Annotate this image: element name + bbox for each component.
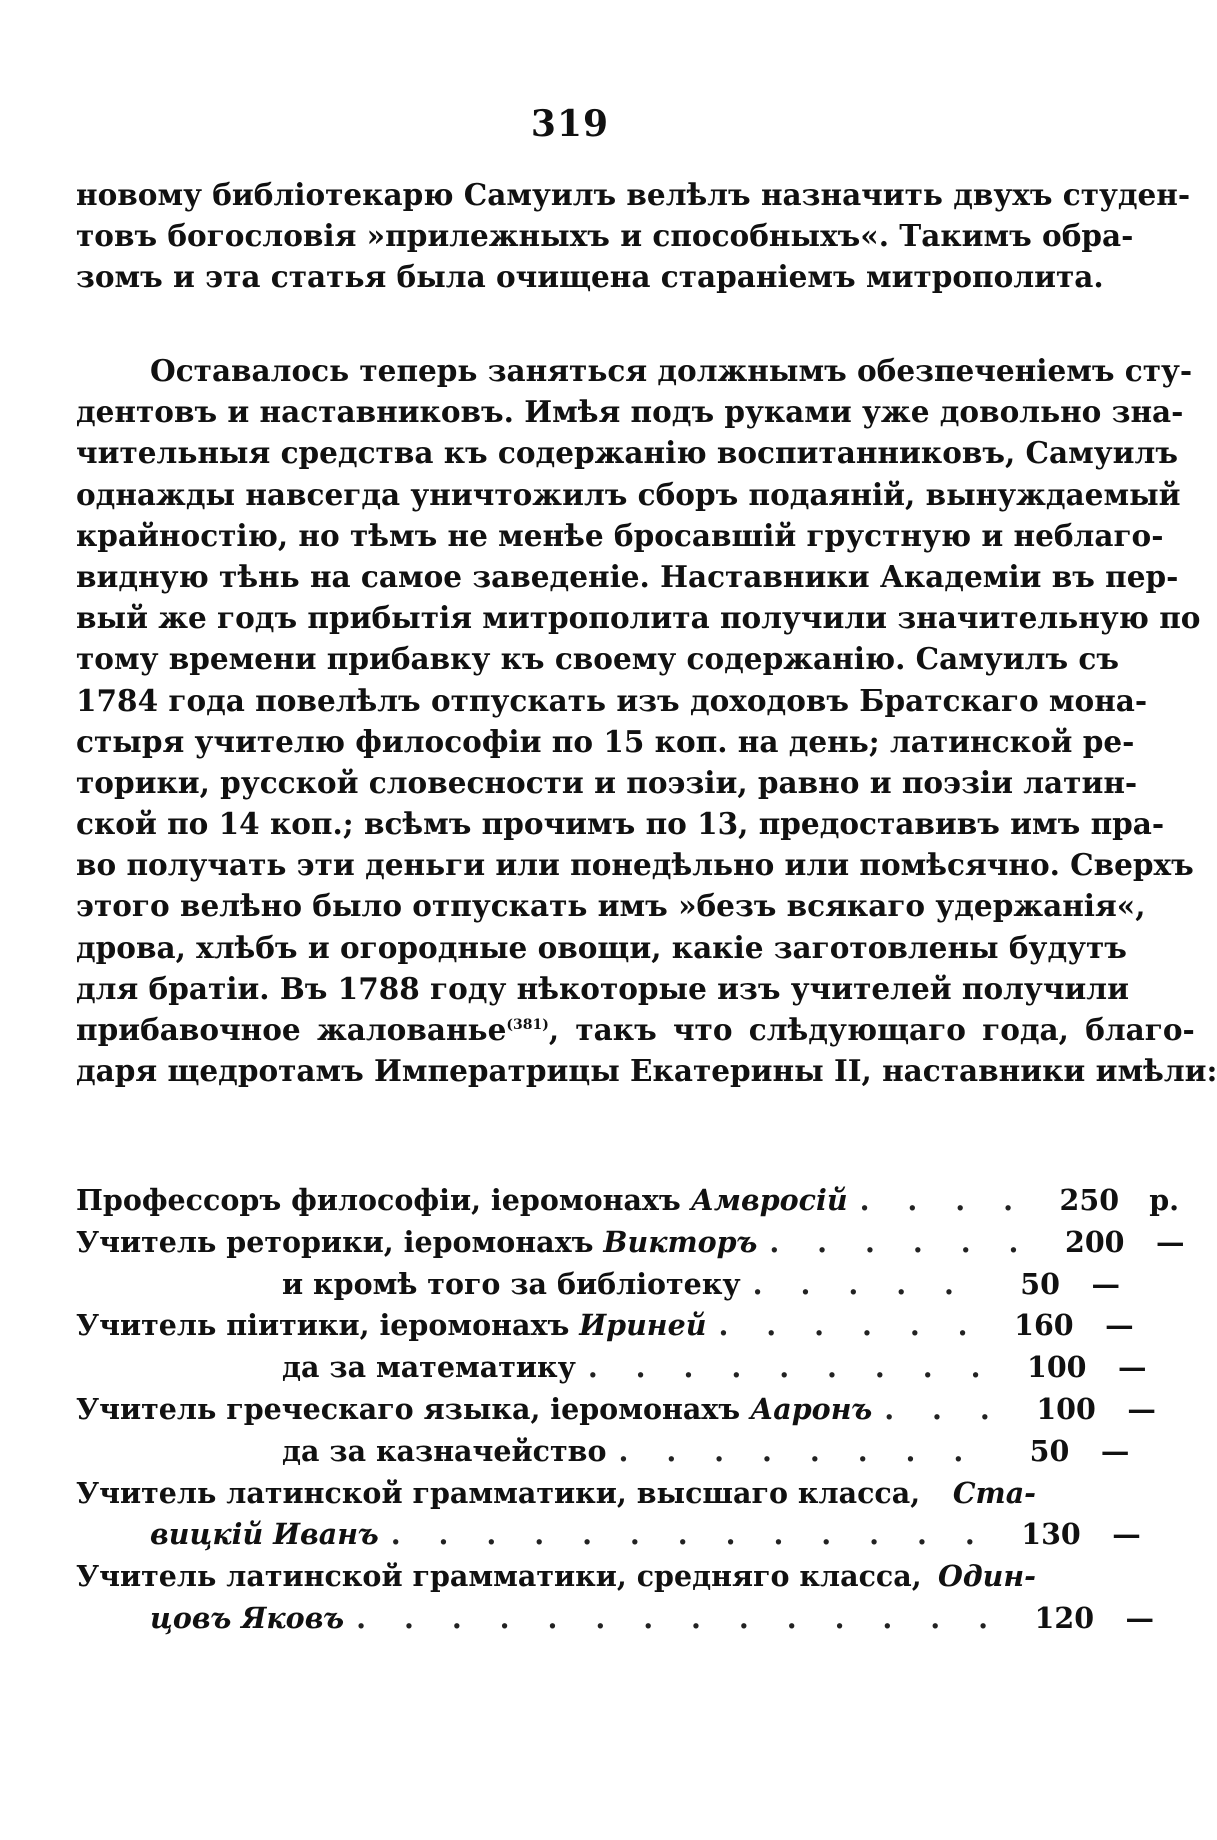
salary-row — [76, 1514, 1141, 1556]
dot-leader: . . . . — [859, 1183, 1028, 1217]
paragraph-2 — [76, 350, 1217, 1091]
salary-row — [76, 1598, 1155, 1640]
salary-row — [76, 1431, 1130, 1473]
salary-label: Учитель латинской грамматики, средняго класса, — [76, 1559, 922, 1594]
salary-label: Учитель піитики, іеромонахъ — [76, 1308, 580, 1343]
dot-leader: . . . — [884, 1391, 1004, 1426]
text-line: товъ богословія »прилежныхъ и способныхъ«. Такимъ обра- — [76, 218, 1134, 254]
salary-amount: 120 — [1034, 1600, 1095, 1635]
dot-leader: . . . . . . . . . . . . . — [390, 1517, 989, 1552]
salary-unit: — — [1112, 1517, 1141, 1552]
salary-amount: 160 — [1014, 1308, 1074, 1343]
salary-amount: 200 — [1064, 1224, 1125, 1259]
salary-unit: — — [1118, 1350, 1147, 1385]
text-line: стыря учителю философіи по 15 коп. на день; латинской ре- — [76, 723, 1135, 759]
text-line: этого велѣно было отпускать имъ »безъ всякаго удержанія«, — [76, 888, 1146, 924]
salary-amount: 100 — [1027, 1350, 1087, 1385]
salary-amount: 50 — [1029, 1433, 1070, 1468]
text-fragment: , такъ что слѣдующаго года, благо- — [548, 1012, 1195, 1047]
salary-label: да за казначейство — [282, 1433, 607, 1468]
salary-row — [76, 1264, 1120, 1306]
salary-unit: — — [1100, 1433, 1130, 1468]
salary-row — [76, 1389, 1156, 1431]
person-name: Один- — [938, 1559, 1036, 1594]
text-line: ской по 14 коп.; всѣмъ прочимъ по 13, предоставивъ имъ пра- — [76, 806, 1165, 842]
text-line: дрова, хлѣбъ и огородные овощи, какіе заготовлены будутъ — [76, 929, 1127, 965]
paragraph-1 — [76, 174, 1191, 298]
text-line: для братіи. Въ 1788 году нѣкоторые изъ учителей получили — [76, 970, 1129, 1006]
text-line: крайностію, но тѣмъ не менѣе бросавшій грустную и неблаго- — [76, 517, 1164, 553]
salary-label: да за математику — [282, 1350, 576, 1385]
text-line: Оставалось теперь заняться должнымъ обезпеченіемъ сту- — [150, 353, 1193, 388]
salary-label: и кромѣ того за библіотеку — [282, 1266, 741, 1301]
salary-unit: — — [1105, 1308, 1134, 1343]
text-line-with-footnote — [76, 1009, 1195, 1050]
salary-row — [76, 1305, 1134, 1347]
salary-unit: — — [1127, 1391, 1156, 1426]
salary-amount: 50 — [1020, 1266, 1060, 1301]
salary-row — [76, 1473, 1050, 1515]
salary-table — [76, 1180, 1185, 1640]
person-name: Ириней — [579, 1308, 707, 1343]
text-line: новому библіотекарю Самуилъ велѣлъ назначить двухъ студен- — [76, 177, 1191, 212]
salary-row — [76, 1180, 1180, 1222]
salary-label: Учитель латинской грамматики, высшаго класса, — [76, 1475, 921, 1510]
text-line: видную тѣнь на самое заведеніе. Наставники Академіи въ пер- — [76, 558, 1179, 594]
text-line: во получать эти деньги или понедѣльно или помѣсячно. Сверхъ — [76, 847, 1194, 883]
text-line: чительныя средства къ содержанію воспитанниковъ, Самуилъ — [76, 435, 1178, 471]
salary-amount: 250 — [1059, 1183, 1120, 1217]
person-name: Викторъ — [603, 1224, 758, 1259]
person-name: вицкій Иванъ — [150, 1517, 379, 1552]
salary-unit: — — [1125, 1600, 1155, 1635]
text-line: торики, русской словесности и поэзіи, равно и поэзіи латин- — [76, 764, 1138, 800]
salary-row — [76, 1556, 1050, 1598]
text-line: зомъ и эта статья была очищена стараніемъ митрополита. — [76, 259, 1104, 295]
person-name: Ааронъ — [750, 1391, 873, 1426]
text-line: вый же годъ прибытія митрополита получили значительную по — [76, 600, 1201, 636]
salary-unit: р. — [1149, 1183, 1180, 1217]
person-name: Амвросій — [690, 1183, 848, 1217]
dot-leader: . . . . . . — [718, 1308, 982, 1343]
text-line: даря щедротамъ Императрицы Екатерины II, наставники имѣли: — [76, 1053, 1217, 1089]
dot-leader: . . . . . . . . . — [587, 1350, 995, 1385]
salary-row — [76, 1347, 1147, 1389]
text-fragment: прибавочное жалованье — [76, 1012, 507, 1047]
person-name: Ста- — [952, 1475, 1036, 1510]
salary-label: Учитель реторики, іеромонахъ — [76, 1224, 604, 1259]
dot-leader: . . . . . — [752, 1266, 968, 1301]
salary-label: Учитель греческаго языка, іеромонахъ — [76, 1391, 751, 1426]
salary-unit: — — [1155, 1224, 1185, 1259]
text-line: тому времени прибавку къ своему содержанію. Самуилъ съ — [76, 641, 1119, 677]
text-line: дентовъ и наставниковъ. Имѣя подъ руками уже довольно зна- — [76, 394, 1184, 430]
salary-label: Профессоръ философіи, іеромонахъ — [76, 1183, 691, 1217]
salary-amount: 100 — [1036, 1391, 1096, 1426]
salary-amount: 130 — [1021, 1517, 1081, 1552]
person-name: цовъ Яковъ — [150, 1600, 345, 1635]
page-number: 319 — [530, 103, 610, 145]
dot-leader: . . . . . . — [769, 1224, 1033, 1259]
text-line: 1784 года повелѣлъ отпускать изъ доходовъ Братскаго мона- — [76, 682, 1148, 718]
salary-unit: — — [1091, 1266, 1120, 1301]
dot-leader: . . . . . . . . . . . . . . — [356, 1600, 1003, 1635]
footnote-marker: (381) — [506, 1017, 549, 1034]
dot-leader: . . . . . . . . — [618, 1433, 978, 1468]
text-line: однажды навсегда уничтожилъ сборъ подаяній, вынуждаемый — [76, 476, 1181, 512]
salary-row — [76, 1222, 1185, 1264]
